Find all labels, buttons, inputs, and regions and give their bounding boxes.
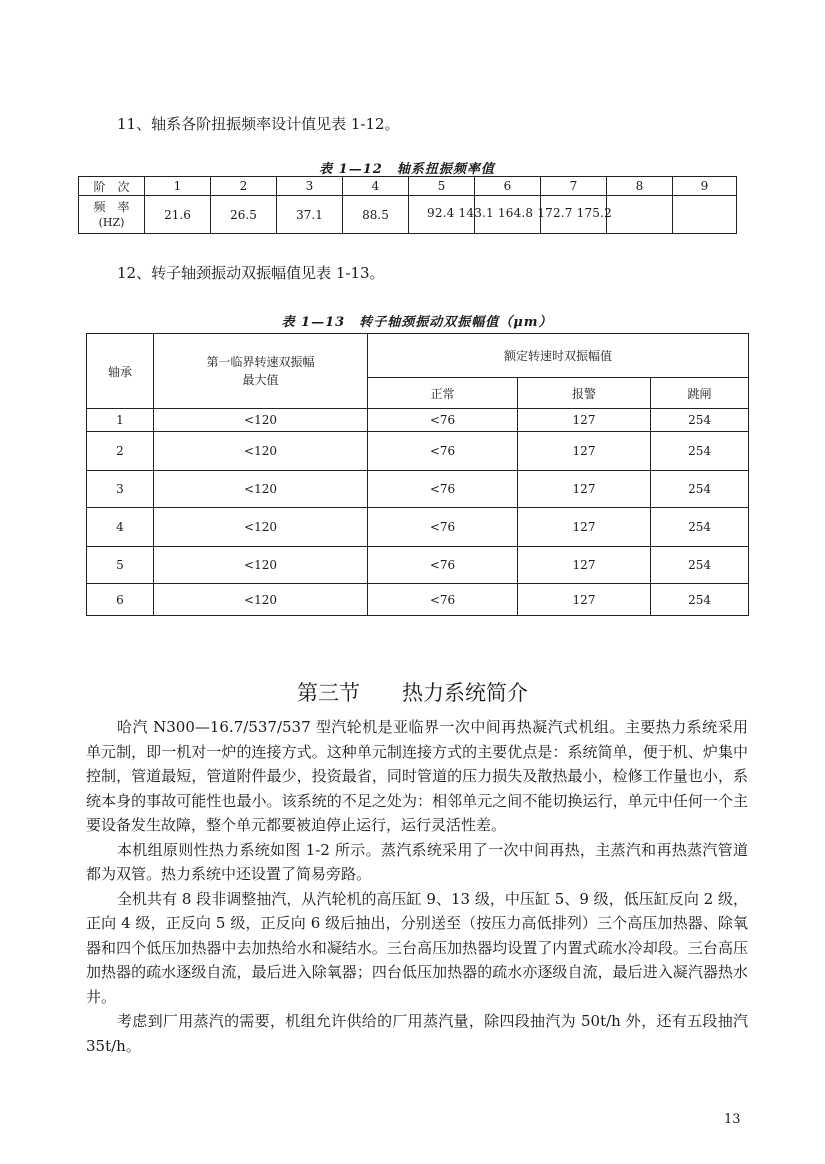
cell-alarm: 127 <box>518 471 651 508</box>
cell-bearing: 1 <box>87 409 154 432</box>
cell-first-critical: <120 <box>154 409 368 432</box>
row-label-order: 阶 次 <box>79 177 145 196</box>
header-alarm: 报警 <box>518 378 651 409</box>
order-cell: 7 <box>541 177 607 196</box>
table-row <box>87 584 749 616</box>
freq-cell: 88.5 <box>343 196 409 234</box>
order-cell: 9 <box>673 177 737 196</box>
table1-caption: 表 1—12 轴系扭振频率值 <box>319 162 495 177</box>
table2-caption: 表 1—13 转子轴颈振动双振幅值（μm） <box>281 315 553 330</box>
freq-cell-overflow <box>409 196 612 234</box>
cell-bearing: 6 <box>87 584 154 616</box>
cell-alarm: 127 <box>518 409 651 432</box>
cell-first-critical: <120 <box>154 471 368 508</box>
order-cell: 4 <box>343 177 409 196</box>
order-cell: 2 <box>211 177 277 196</box>
frequency-label: 频 率 <box>93 199 130 214</box>
cell-normal: <76 <box>368 584 518 616</box>
table-row <box>79 196 737 234</box>
intro-line-1: 11、轴系各阶扭振频率设计值见表 1-12。 <box>117 115 400 133</box>
order-cell: 3 <box>277 177 343 196</box>
table-row <box>87 409 749 432</box>
cell-normal: <76 <box>368 432 518 471</box>
order-cell: 1 <box>145 177 211 196</box>
table-header-row <box>87 334 749 378</box>
table-row <box>87 547 749 584</box>
freq-cell: 37.1 <box>277 196 343 234</box>
cell-bearing: 3 <box>87 471 154 508</box>
torsional-frequency-table <box>78 176 737 234</box>
cell-alarm: 127 <box>518 584 651 616</box>
cell-bearing: 5 <box>87 547 154 584</box>
cell-normal: <76 <box>368 508 518 547</box>
cell-first-critical: <120 <box>154 547 368 584</box>
section-title: 第三节 热力系统简介 <box>297 681 528 705</box>
cell-trip: 254 <box>651 584 749 616</box>
freq-cell <box>607 196 673 234</box>
header-normal: 正常 <box>368 378 518 409</box>
cell-normal: <76 <box>368 471 518 508</box>
cell-bearing: 2 <box>87 432 154 471</box>
header-rated-speed: 额定转速时双振幅值 <box>368 334 749 378</box>
cell-alarm: 127 <box>518 508 651 547</box>
table-row <box>87 508 749 547</box>
cell-trip: 254 <box>651 508 749 547</box>
table-row <box>87 432 749 471</box>
page-number: 13 <box>724 1112 741 1127</box>
cell-alarm: 127 <box>518 432 651 471</box>
paragraph: 哈汽 N300—16.7/537/537 型汽轮机是亚临界一次中间再热凝汽式机组。主要热力系统采用单元制，即一机对一炉的连接方式。这种单元制连接方式的主要优点是：系统简单，便于机、炉集中控制，管道最短，管道附件最少，投资最省，同时管道的压力损失及散热最小，检修工作量也小，系统本身的事故可能性也最小。该系统的不足之处为：相邻单元之间不能切换运行，单元中任何一个主要设备发生故障，整个单元都要被迫停止运行，运行灵活性差。 <box>86 718 748 834</box>
cell-first-critical: <120 <box>154 584 368 616</box>
cell-trip: 254 <box>651 547 749 584</box>
cell-trip: 254 <box>651 471 749 508</box>
order-cell: 8 <box>607 177 673 196</box>
header-trip: 跳闸 <box>651 378 749 409</box>
cell-normal: <76 <box>368 547 518 584</box>
cell-normal: <76 <box>368 409 518 432</box>
order-cell: 5 <box>409 177 475 196</box>
body-text <box>86 715 748 1058</box>
cell-alarm: 127 <box>518 547 651 584</box>
table-row <box>87 471 749 508</box>
journal-vibration-table <box>86 333 749 616</box>
header-first-critical <box>154 334 368 409</box>
paragraph: 考虑到厂用蒸汽的需要，机组允许供给的厂用蒸汽量，除四段抽汽为 50t/h 外，还有五段抽汽 35t/h。 <box>86 1012 748 1055</box>
cell-first-critical: <120 <box>154 508 368 547</box>
cell-first-critical: <120 <box>154 432 368 471</box>
freq-overflow-text: 92.4 143.1 164.8 172.7 175.2 <box>427 206 612 220</box>
header-bearing: 轴承 <box>87 334 154 409</box>
header-first-critical-line2: 最大值 <box>242 373 279 387</box>
paragraph: 全机共有 8 段非调整抽汽，从汽轮机的高压缸 9、13 级，中压缸 5、9 级，低压缸反向 2 级，正向 4 级，正反向 5 级，正反向 6 级后抽出，分别送至（按压力高低排列）三个高压加热器、除氧器和四个低压加热器中去加热给水和凝结水。三台高压加热器均设置了内置式疏水冷却段。三台高压加热器的疏水逐级自流，最后进入除氧器；四台低压加热器的疏水亦逐级自流，最后进入凝汽器热水井。 <box>86 889 748 1006</box>
row-label-frequency <box>79 196 145 234</box>
cell-bearing: 4 <box>87 508 154 547</box>
freq-cell <box>673 196 737 234</box>
table-row <box>79 177 737 196</box>
freq-cell: 21.6 <box>145 196 211 234</box>
order-cell: 6 <box>475 177 541 196</box>
cell-trip: 254 <box>651 432 749 471</box>
header-first-critical-line1: 第一临界转速双振幅 <box>206 355 315 369</box>
intro-line-2: 12、转子轴颈振动双振幅值见表 1-13。 <box>117 264 385 282</box>
freq-cell: 26.5 <box>211 196 277 234</box>
cell-trip: 254 <box>651 409 749 432</box>
frequency-unit: (HZ) <box>98 215 125 229</box>
paragraph: 本机组原则性热力系统如图 1-2 所示。蒸汽系统采用了一次中间再热，主蒸汽和再热蒸汽管道都为双管。热力系统中还设置了简易旁路。 <box>86 840 748 883</box>
